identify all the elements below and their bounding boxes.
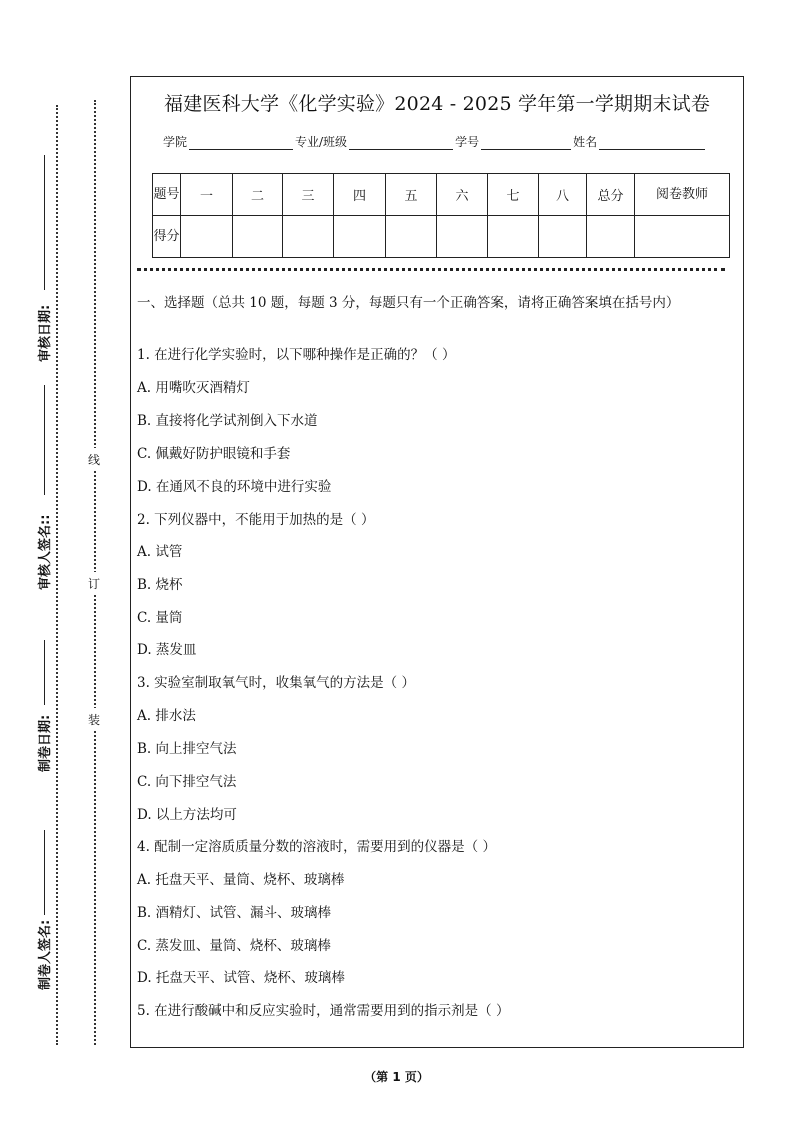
- student-id-field[interactable]: [481, 137, 571, 150]
- score-cell-total[interactable]: [587, 216, 635, 258]
- col-6: 六: [437, 174, 488, 216]
- binding-mark-line: 线: [86, 448, 102, 471]
- binding-mark-fold: 装: [86, 708, 102, 731]
- binding-mark-staple: 订: [86, 572, 102, 595]
- col-2: 二: [233, 174, 283, 216]
- question-number-label: 题号: [153, 174, 181, 216]
- option-4a: A. 托盘天平、量筒、烧杯、玻璃棒: [137, 872, 345, 888]
- option-3d: D. 以上方法均可: [137, 807, 237, 823]
- score-cell-reviewer[interactable]: [635, 216, 730, 258]
- option-1c: C. 佩戴好防护眼镜和手套: [137, 446, 291, 462]
- maker-date-label: 制卷日期:: [38, 714, 53, 772]
- name-field[interactable]: [599, 137, 705, 150]
- student-id-label: 学号: [455, 135, 480, 149]
- score-cell-2[interactable]: [233, 216, 283, 258]
- page-title: 福建医科大学《化学实验》2024 - 2025 学年第一学期期末试卷: [163, 93, 711, 115]
- option-1b: B. 直接将化学试剂倒入下水道: [137, 413, 318, 429]
- col-7: 七: [488, 174, 539, 216]
- question-1: 1. 在进行化学实验时，以下哪种操作是正确的？（ ）: [137, 347, 456, 363]
- option-2b: B. 烧杯: [137, 577, 183, 593]
- option-1a: A. 用嘴吹灭酒精灯: [137, 380, 250, 396]
- maker-sign-line: [44, 830, 45, 915]
- question-5: 5. 在进行酸碱中和反应实验时，通常需要用到的指示剂是（ ）: [137, 1003, 510, 1019]
- major-field[interactable]: [349, 137, 453, 150]
- question-4: 4. 配制一定溶质质量分数的溶液时，需要用到的仪器是（ ）: [137, 839, 496, 855]
- col-1: 一: [181, 174, 233, 216]
- option-2d: D. 蒸发皿: [137, 642, 197, 658]
- score-cell-6[interactable]: [437, 216, 488, 258]
- option-2c: C. 量筒: [137, 610, 183, 626]
- reviewer-sign-line: [44, 385, 45, 495]
- binding-dotted-line-outer: [56, 105, 58, 1045]
- score-label: 得分: [153, 216, 181, 258]
- reviewer-sign-label: 审核人签名::: [38, 514, 53, 590]
- option-3c: C. 向下排空气法: [137, 774, 237, 790]
- dotted-separator: [137, 268, 725, 271]
- option-4c: C. 蒸发皿、量筒、烧杯、玻璃棒: [137, 938, 331, 954]
- col-4: 四: [334, 174, 386, 216]
- name-label: 姓名: [573, 135, 598, 149]
- maker-sign-label: 制卷人签名:: [38, 919, 53, 990]
- score-cell-7[interactable]: [488, 216, 539, 258]
- reviewer-date-line: [44, 155, 45, 290]
- exam-frame: [130, 76, 744, 1048]
- student-info-row: [163, 133, 707, 150]
- reviewer-teacher-label: 阅卷教师: [635, 174, 730, 216]
- score-cell-3[interactable]: [283, 216, 334, 258]
- option-2a: A. 试管: [137, 544, 183, 560]
- reviewer-date-label: 审核日期:: [38, 304, 53, 362]
- col-5: 五: [386, 174, 437, 216]
- question-2: 2. 下列仪器中，不能用于加热的是（ ）: [137, 512, 375, 528]
- college-field[interactable]: [189, 137, 293, 150]
- option-3b: B. 向上排空气法: [137, 741, 237, 757]
- option-1d: D. 在通风不良的环境中进行实验: [137, 479, 332, 495]
- score-table-score-row: [153, 216, 730, 258]
- major-label: 专业/班级: [295, 135, 348, 149]
- option-4b: B. 酒精灯、试管、漏斗、玻璃棒: [137, 905, 332, 921]
- col-total: 总分: [587, 174, 635, 216]
- col-3: 三: [283, 174, 334, 216]
- score-table: [152, 173, 730, 258]
- option-3a: A. 排水法: [137, 708, 196, 724]
- score-cell-4[interactable]: [334, 216, 386, 258]
- score-table-header-row: [153, 174, 730, 216]
- question-3: 3. 实验室制取氧气时，收集氧气的方法是（ ）: [137, 675, 415, 691]
- maker-date-line: [44, 640, 45, 705]
- page-number: （第 1 页）: [364, 1070, 429, 1084]
- option-4d: D. 托盘天平、试管、烧杯、玻璃棒: [137, 970, 345, 986]
- col-8: 八: [539, 174, 587, 216]
- section-heading: 一、选择题（总共 10 题，每题 3 分，每题只有一个正确答案，请将正确答案填在括号内）: [137, 295, 680, 311]
- score-cell-1[interactable]: [181, 216, 233, 258]
- score-cell-8[interactable]: [539, 216, 587, 258]
- score-cell-5[interactable]: [386, 216, 437, 258]
- college-label: 学院: [163, 135, 188, 149]
